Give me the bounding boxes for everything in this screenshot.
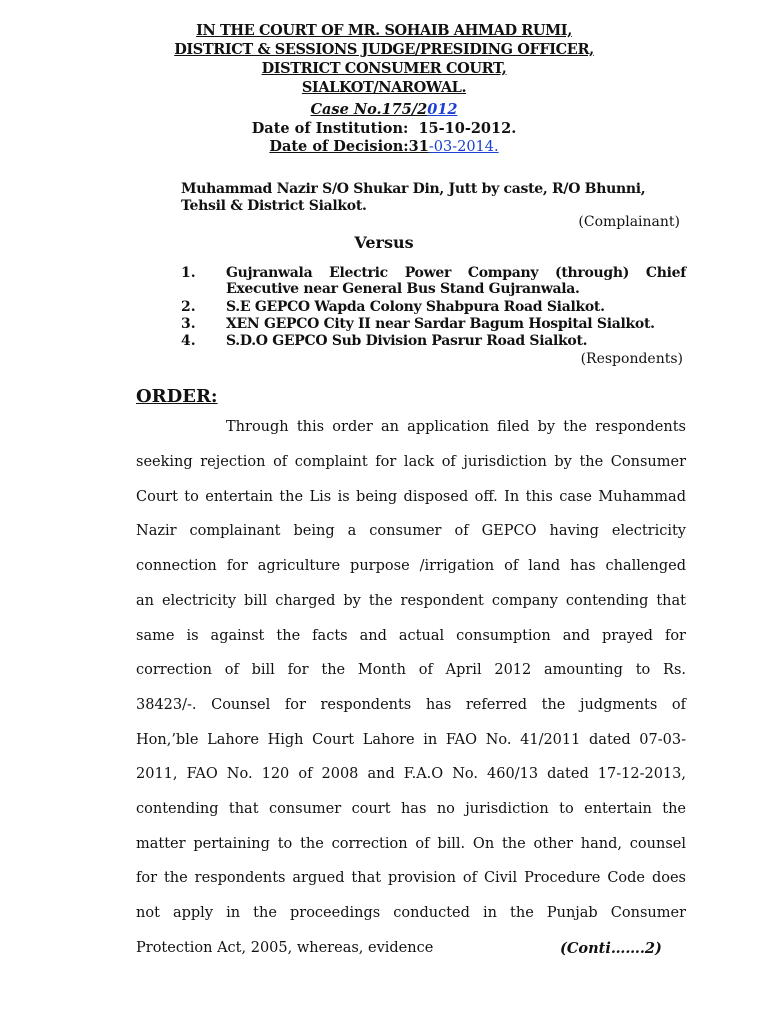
order-line: Nazir complainant being a consumer of GEPCO having electricity bbox=[136, 523, 686, 539]
order-line: contending that consumer court has no jurisdiction to entertain the bbox=[136, 801, 686, 817]
respondent-3-number: 3. bbox=[181, 316, 196, 332]
order-line: matter pertaining to the correction of bill. On the other hand, counsel bbox=[136, 836, 686, 852]
order-line: Through this order an application filed by the respondents bbox=[226, 419, 686, 435]
respondent-1-line-1: Gujranwala Electric Power Company (through) Chief bbox=[226, 265, 686, 281]
order-line: same is against the facts and actual consumption and prayed for bbox=[136, 628, 686, 644]
versus-label: Versus bbox=[354, 233, 414, 252]
court-header-line-3: DISTRICT CONSUMER COURT, bbox=[261, 60, 507, 77]
order-line: seeking rejection of complaint for lack of jurisdiction by the Consumer bbox=[136, 454, 686, 470]
respondent-2-number: 2. bbox=[181, 299, 196, 315]
court-header-line-2: DISTRICT & SESSIONS JUDGE/PRESIDING OFFICER, bbox=[174, 41, 594, 58]
respondent-3-line: XEN GEPCO City II near Sardar Bagum Hospital Sialkot. bbox=[226, 316, 655, 332]
court-header-line-1: IN THE COURT OF MR. SOHAIB AHMAD RUMI, bbox=[196, 22, 572, 39]
date-of-decision: Date of Decision:31-03-2014. bbox=[269, 138, 499, 155]
date-of-institution: Date of Institution: 15-10-2012. bbox=[251, 120, 517, 137]
order-line: Hon,’ble Lahore High Court Lahore in FAO No. 41/2011 dated 07-03- bbox=[136, 732, 686, 748]
case-number: Case No.175/2012 bbox=[310, 101, 458, 118]
order-heading: ORDER: bbox=[136, 386, 218, 407]
order-last-line: Protection Act, 2005, whereas, evidence bbox=[136, 940, 434, 956]
respondent-4-line: S.D.O GEPCO Sub Division Pasrur Road Sialkot. bbox=[226, 333, 588, 349]
respondent-4-number: 4. bbox=[181, 333, 196, 349]
complainant-line-2: Tehsil & District Sialkot. bbox=[181, 198, 367, 214]
respondent-1-number: 1. bbox=[181, 265, 196, 281]
order-line: Court to entertain the Lis is being disposed off. In this case Muhammad bbox=[136, 489, 686, 505]
order-line: correction of bill for the Month of April 2012 amounting to Rs. bbox=[136, 662, 686, 678]
complainant-line-1: Muhammad Nazir S/O Shukar Din, Jutt by caste, R/O Bhunni, bbox=[181, 181, 646, 197]
order-line: 38423/-. Counsel for respondents has referred the judgments of bbox=[136, 697, 686, 713]
complainant-label: (Complainant) bbox=[578, 214, 680, 230]
respondent-1-line-2: Executive near General Bus Stand Gujranwala. bbox=[226, 281, 580, 297]
continuation-marker: (Conti…….2) bbox=[560, 940, 662, 957]
order-line: an electricity bill charged by the respondent company contending that bbox=[136, 593, 686, 609]
respondents-label: (Respondents) bbox=[580, 351, 683, 367]
respondent-2-line: S.E GEPCO Wapda Colony Shabpura Road Sialkot. bbox=[226, 299, 605, 315]
court-header-line-4: SIALKOT/NAROWAL. bbox=[301, 79, 467, 96]
order-line: not apply in the proceedings conducted in the Punjab Consumer bbox=[136, 905, 686, 921]
order-line: 2011, FAO No. 120 of 2008 and F.A.O No. 460/13 dated 17-12-2013, bbox=[136, 766, 686, 782]
order-line: connection for agriculture purpose /irrigation of land has challenged bbox=[136, 558, 686, 574]
order-line: for the respondents argued that provision of Civil Procedure Code does bbox=[136, 870, 686, 886]
